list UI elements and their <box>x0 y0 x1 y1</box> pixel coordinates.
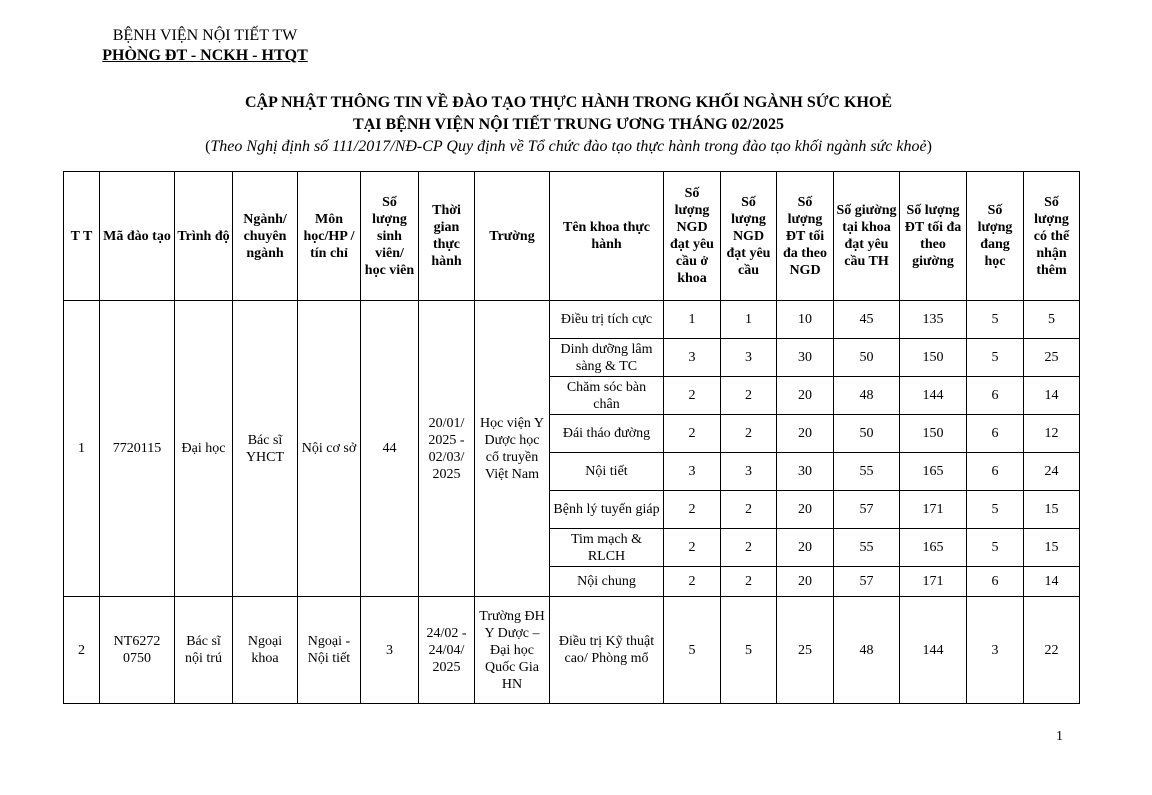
cell-value: 20 <box>777 415 834 453</box>
cell-value: 144 <box>900 597 967 704</box>
cell-value: 135 <box>900 301 967 339</box>
cell-value: 25 <box>1024 339 1080 377</box>
cell-value: 2 <box>721 529 777 567</box>
subtitle-close-paren: ) <box>926 138 932 155</box>
cell-department: Điều trị tích cực <box>550 301 664 339</box>
cell-value: 20 <box>777 491 834 529</box>
cell-value: 22 <box>1024 597 1080 704</box>
cell-school: Trường ĐH Y Dược – Đại học Quốc Gia HN <box>475 597 550 704</box>
cell-value: 5 <box>967 529 1024 567</box>
cell-value: 20 <box>777 567 834 597</box>
cell-period: 24/02 - 24/04/ 2025 <box>419 597 475 704</box>
cell-level: Bác sĩ nội trú <box>175 597 233 704</box>
cell-value: 150 <box>900 415 967 453</box>
cell-value: 15 <box>1024 529 1080 567</box>
organization-header <box>84 26 326 66</box>
cell-subject: Ngoại - Nội tiết <box>298 597 361 704</box>
hospital-name: BỆNH VIỆN NỘI TIẾT TW <box>112 27 298 44</box>
cell-value: 150 <box>900 339 967 377</box>
cell-department: Tim mạch & RLCH <box>550 529 664 567</box>
cell-value: 171 <box>900 567 967 597</box>
cell-value: 144 <box>900 377 967 415</box>
cell-department: Đái tháo đường <box>550 415 664 453</box>
cell-value: 57 <box>834 567 900 597</box>
cell-subject: Nội cơ sở <box>298 301 361 597</box>
subtitle-text: Theo Nghị định số 111/2017/NĐ-CP Quy định về Tổ chức đào tạo thực hành trong đào tạo khối ngành sức khoẻ <box>210 138 927 155</box>
cell-tt: 2 <box>64 597 100 704</box>
col-header: T T <box>64 172 100 301</box>
cell-value: 55 <box>834 453 900 491</box>
cell-value: 165 <box>900 529 967 567</box>
cell-value: 1 <box>664 301 721 339</box>
cell-value: 2 <box>721 491 777 529</box>
col-header: Số lượng có thể nhận thêm <box>1024 172 1080 301</box>
title-line-1: CẬP NHẬT THÔNG TIN VỀ ĐÀO TẠO THỰC HÀNH TRONG KHỐI NGÀNH SỨC KHOẺ <box>244 94 893 111</box>
subtitle <box>0 136 1137 158</box>
table-body <box>64 301 1080 704</box>
cell-department: Nội chung <box>550 567 664 597</box>
cell-value: 2 <box>721 567 777 597</box>
cell-value: 50 <box>834 339 900 377</box>
cell-value: 5 <box>721 597 777 704</box>
cell-value: 5 <box>967 339 1024 377</box>
cell-value: 165 <box>900 453 967 491</box>
cell-student-count: 44 <box>361 301 419 597</box>
cell-value: 6 <box>967 567 1024 597</box>
cell-value: 57 <box>834 491 900 529</box>
col-header: Trường <box>475 172 550 301</box>
col-header: Số lượng sinh viên/ học viên <box>361 172 419 301</box>
cell-code: NT6272 0750 <box>100 597 175 704</box>
cell-major: Ngoại khoa <box>233 597 298 704</box>
cell-value: 3 <box>664 453 721 491</box>
cell-value: 25 <box>777 597 834 704</box>
cell-value: 55 <box>834 529 900 567</box>
cell-value: 6 <box>967 415 1024 453</box>
cell-value: 50 <box>834 415 900 453</box>
cell-value: 12 <box>1024 415 1080 453</box>
document-title-block <box>0 92 1137 158</box>
col-header: Số lượng NGD đạt yêu cầu <box>721 172 777 301</box>
cell-value: 2 <box>721 415 777 453</box>
cell-period: 20/01/ 2025 - 02/03/ 2025 <box>419 301 475 597</box>
subtitle-open-paren: ( <box>205 138 211 155</box>
training-table <box>63 171 1080 704</box>
col-header: Số lượng đang học <box>967 172 1024 301</box>
table-header <box>64 172 1080 301</box>
cell-value: 5 <box>967 491 1024 529</box>
cell-level: Đại học <box>175 301 233 597</box>
col-header: Số lượng ĐT tối đa theo giường <box>900 172 967 301</box>
cell-value: 2 <box>664 529 721 567</box>
cell-department: Điều trị Kỹ thuật cao/ Phòng mổ <box>550 597 664 704</box>
cell-value: 30 <box>777 339 834 377</box>
col-header: Thời gian thực hành <box>419 172 475 301</box>
cell-department: Chăm sóc bàn chân <box>550 377 664 415</box>
cell-value: 14 <box>1024 567 1080 597</box>
cell-value: 3 <box>721 453 777 491</box>
cell-value: 15 <box>1024 491 1080 529</box>
col-header: Số lượng NGD đạt yêu cầu ở khoa <box>664 172 721 301</box>
cell-value: 5 <box>664 597 721 704</box>
col-header: Số lượng ĐT tối đa theo NGD <box>777 172 834 301</box>
title-line-2: TẠI BỆNH VIỆN NỘI TIẾT TRUNG ƯƠNG THÁNG 02/2025 <box>353 116 784 133</box>
cell-value: 5 <box>967 301 1024 339</box>
cell-value: 2 <box>664 491 721 529</box>
col-header: Ngành/ chuyên ngành <box>233 172 298 301</box>
cell-value: 30 <box>777 453 834 491</box>
cell-value: 5 <box>1024 301 1080 339</box>
cell-value: 2 <box>664 377 721 415</box>
cell-value: 3 <box>967 597 1024 704</box>
cell-value: 45 <box>834 301 900 339</box>
cell-student-count: 3 <box>361 597 419 704</box>
cell-value: 1 <box>721 301 777 339</box>
cell-value: 14 <box>1024 377 1080 415</box>
cell-value: 24 <box>1024 453 1080 491</box>
cell-value: 48 <box>834 377 900 415</box>
cell-value: 48 <box>834 597 900 704</box>
cell-value: 2 <box>664 415 721 453</box>
table-row <box>64 597 1080 704</box>
col-header: Môn học/HP / tín chỉ <box>298 172 361 301</box>
table-row <box>64 301 1080 339</box>
cell-value: 171 <box>900 491 967 529</box>
cell-value: 6 <box>967 377 1024 415</box>
cell-value: 20 <box>777 377 834 415</box>
cell-department: Bệnh lý tuyến giáp <box>550 491 664 529</box>
cell-department: Nội tiết <box>550 453 664 491</box>
cell-value: 10 <box>777 301 834 339</box>
page-number: 1 <box>1056 729 1063 744</box>
cell-department: Dinh dưỡng lâm sàng & TC <box>550 339 664 377</box>
col-header: Số giường tại khoa đạt yêu cầu TH <box>834 172 900 301</box>
cell-major: Bác sĩ YHCT <box>233 301 298 597</box>
col-header: Tên khoa thực hành <box>550 172 664 301</box>
cell-value: 6 <box>967 453 1024 491</box>
col-header: Mã đào tạo <box>100 172 175 301</box>
cell-code: 7720115 <box>100 301 175 597</box>
cell-value: 20 <box>777 529 834 567</box>
col-header: Trình độ <box>175 172 233 301</box>
cell-value: 3 <box>721 339 777 377</box>
cell-value: 2 <box>664 567 721 597</box>
cell-tt: 1 <box>64 301 100 597</box>
department-name: PHÒNG ĐT - NCKH - HTQT <box>102 47 308 64</box>
cell-value: 2 <box>721 377 777 415</box>
cell-value: 3 <box>664 339 721 377</box>
cell-school: Học viện Y Dược học cổ truyền Việt Nam <box>475 301 550 597</box>
